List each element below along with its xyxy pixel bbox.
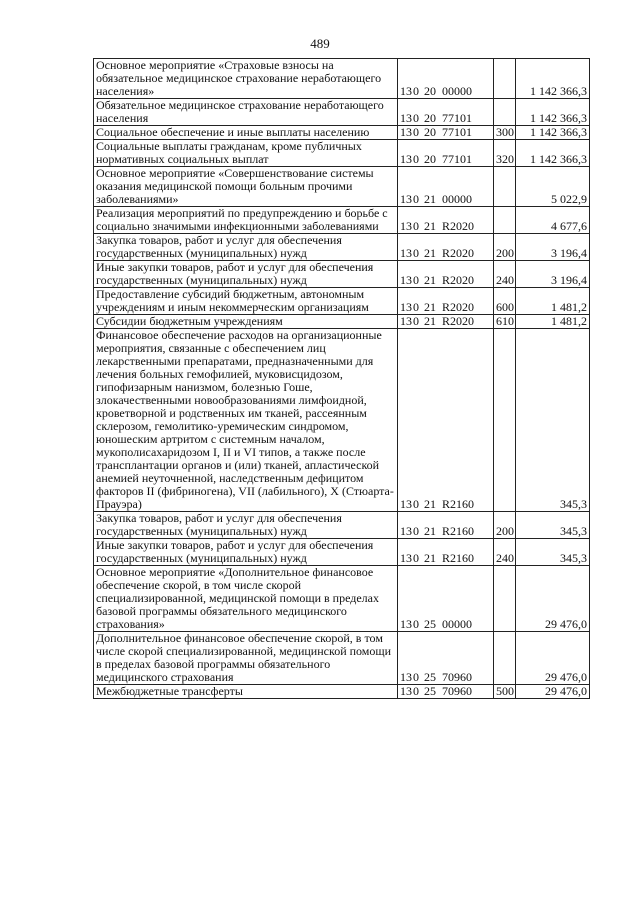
code-segment: R2020 — [442, 300, 475, 314]
row-expense-type: 610 — [494, 315, 516, 329]
row-target-code — [398, 261, 494, 288]
code-segment: 0 — [413, 684, 419, 698]
row-description: Основное мероприятие «Совершенствование системы оказания медицинской помощи больным прочими заболеваниями» — [94, 167, 398, 207]
code-segment: 00000 — [442, 617, 472, 631]
code-segment: R2020 — [442, 314, 475, 328]
row-expense-type: 600 — [494, 288, 516, 315]
table-row — [94, 126, 590, 140]
row-expense-type: 240 — [494, 539, 516, 566]
row-amount: 1 142 366,3 — [516, 59, 590, 99]
row-target-code — [398, 685, 494, 699]
table-row — [94, 59, 590, 99]
row-expense-type — [494, 207, 516, 234]
table-row — [94, 261, 590, 288]
row-amount: 29 476,0 — [516, 566, 590, 632]
code-segment: 13 — [400, 670, 412, 684]
row-amount: 3 196,4 — [516, 261, 590, 288]
row-target-code — [398, 315, 494, 329]
row-expense-type — [494, 59, 516, 99]
code-segment: 13 — [400, 497, 412, 511]
row-description: Межбюджетные трансферты — [94, 685, 398, 699]
code-segment: 13 — [400, 125, 412, 139]
code-segment: 00000 — [442, 84, 472, 98]
table-row — [94, 539, 590, 566]
row-description: Закупка товаров, работ и услуг для обеспечения государственных (муниципальных) нужд — [94, 234, 398, 261]
table-row — [94, 234, 590, 261]
row-description: Финансовое обеспечение расходов на организационные мероприятия, связанные с обеспечением лиц лекарственными препаратами, предназначенными для лечения больных гемофилией, муковисцидозом, гипофизарным нанизмом, болезнью Гоше, злокачественными новообразованиями лимфоидной, кроветворной и родственных им тканей, рассеянным склерозом, гемолитико-уремическим синдромом, юношеским артритом с системным началом, мукополисахаридозом I, II и VI типов, а также после трансплантации органов и (или) тканей, апластической анемией неуточненной, наследственным дефицитом факторов II (фибриногена), VII (лабильного), X (Стюарта-Прауэра) — [94, 329, 398, 512]
code-segment: 21 — [424, 192, 436, 206]
row-description: Предоставление субсидий бюджетным, автономным учреждениям и иным некоммерческим организациям — [94, 288, 398, 315]
code-segment: 13 — [400, 192, 412, 206]
row-target-code — [398, 59, 494, 99]
row-expense-type — [494, 167, 516, 207]
row-description: Иные закупки товаров, работ и услуг для обеспечения государственных (муниципальных) нужд — [94, 261, 398, 288]
row-target-code — [398, 207, 494, 234]
row-expense-type — [494, 329, 516, 512]
code-segment: 0 — [413, 84, 419, 98]
row-amount: 345,3 — [516, 512, 590, 539]
row-target-code — [398, 539, 494, 566]
code-segment: 13 — [400, 273, 412, 287]
row-description: Основное мероприятие «Дополнительное финансовое обеспечение скорой, в том числе скорой специализированной, медицинской помощи в пределах базовой программы обязательного медицинского страхования» — [94, 566, 398, 632]
code-segment: 0 — [413, 524, 419, 538]
row-description: Социальные выплаты гражданам, кроме публичных нормативных социальных выплат — [94, 140, 398, 167]
row-target-code — [398, 566, 494, 632]
table-row — [94, 288, 590, 315]
table-row — [94, 632, 590, 685]
row-amount: 1 142 366,3 — [516, 140, 590, 167]
code-segment: 21 — [424, 219, 436, 233]
code-segment: 0 — [413, 497, 419, 511]
row-target-code — [398, 167, 494, 207]
row-amount: 345,3 — [516, 539, 590, 566]
row-expense-type: 200 — [494, 512, 516, 539]
code-segment: 77101 — [442, 111, 472, 125]
row-amount: 345,3 — [516, 329, 590, 512]
table-row — [94, 329, 590, 512]
row-target-code — [398, 512, 494, 539]
code-segment: 20 — [424, 84, 436, 98]
row-description: Дополнительное финансовое обеспечение скорой, в том числе скорой специализированной, медицинской помощи в пределах базовой программы обязательного медицинского страхования — [94, 632, 398, 685]
row-description: Закупка товаров, работ и услуг для обеспечения государственных (муниципальных) нужд — [94, 512, 398, 539]
code-segment: 0 — [413, 152, 419, 166]
row-description: Субсидии бюджетным учреждениям — [94, 315, 398, 329]
code-segment: 25 — [424, 684, 436, 698]
row-amount: 4 677,6 — [516, 207, 590, 234]
row-description: Основное мероприятие «Страховые взносы на обязательное медицинское страхование неработающего населения» — [94, 59, 398, 99]
code-segment: 0 — [413, 246, 419, 260]
table-row — [94, 167, 590, 207]
code-segment: R2160 — [442, 497, 475, 511]
row-expense-type — [494, 632, 516, 685]
code-segment: 13 — [400, 551, 412, 565]
code-segment: R2020 — [442, 273, 475, 287]
code-segment: 0 — [413, 617, 419, 631]
row-target-code — [398, 234, 494, 261]
row-description: Иные закупки товаров, работ и услуг для обеспечения государственных (муниципальных) нужд — [94, 539, 398, 566]
code-segment: 70960 — [442, 684, 472, 698]
code-segment: 00000 — [442, 192, 472, 206]
code-segment: 20 — [424, 152, 436, 166]
row-expense-type — [494, 566, 516, 632]
row-amount: 5 022,9 — [516, 167, 590, 207]
code-segment: 13 — [400, 84, 412, 98]
code-segment: 70960 — [442, 670, 472, 684]
table-row — [94, 207, 590, 234]
row-expense-type: 500 — [494, 685, 516, 699]
code-segment: 25 — [424, 670, 436, 684]
code-segment: 0 — [413, 314, 419, 328]
code-segment: 21 — [424, 273, 436, 287]
code-segment: 21 — [424, 551, 436, 565]
code-segment: 21 — [424, 314, 436, 328]
page-number: 489 — [310, 36, 330, 51]
code-segment: 21 — [424, 300, 436, 314]
code-segment: 13 — [400, 617, 412, 631]
code-segment: 0 — [413, 670, 419, 684]
code-segment: 0 — [413, 111, 419, 125]
code-segment: 13 — [400, 314, 412, 328]
row-amount: 29 476,0 — [516, 685, 590, 699]
code-segment: 77101 — [442, 125, 472, 139]
table-row — [94, 315, 590, 329]
code-segment: 13 — [400, 219, 412, 233]
table-row — [94, 685, 590, 699]
row-expense-type: 240 — [494, 261, 516, 288]
row-expense-type: 200 — [494, 234, 516, 261]
code-segment: 13 — [400, 152, 412, 166]
row-amount: 29 476,0 — [516, 632, 590, 685]
row-amount: 1 142 366,3 — [516, 126, 590, 140]
row-description: Обязательное медицинское страхование неработающего населения — [94, 99, 398, 126]
code-segment: 21 — [424, 246, 436, 260]
code-segment: 13 — [400, 246, 412, 260]
code-segment: 21 — [424, 524, 436, 538]
code-segment: 0 — [413, 192, 419, 206]
code-segment: 0 — [413, 273, 419, 287]
row-target-code — [398, 99, 494, 126]
code-segment: 20 — [424, 111, 436, 125]
code-segment: 20 — [424, 125, 436, 139]
code-segment: R2160 — [442, 524, 475, 538]
code-segment: 0 — [413, 300, 419, 314]
code-segment: 0 — [413, 219, 419, 233]
row-description: Социальное обеспечение и иные выплаты населению — [94, 126, 398, 140]
row-amount: 3 196,4 — [516, 234, 590, 261]
code-segment: R2020 — [442, 219, 475, 233]
row-amount: 1 481,2 — [516, 315, 590, 329]
code-segment: 13 — [400, 524, 412, 538]
row-expense-type — [494, 99, 516, 126]
code-segment: 0 — [413, 125, 419, 139]
table-row — [94, 566, 590, 632]
row-expense-type: 320 — [494, 140, 516, 167]
row-description: Реализация мероприятий по предупреждению и борьбе с социально значимыми инфекционными заболеваниями — [94, 207, 398, 234]
row-target-code — [398, 126, 494, 140]
code-segment: 25 — [424, 617, 436, 631]
row-expense-type: 300 — [494, 126, 516, 140]
row-amount: 1 481,2 — [516, 288, 590, 315]
code-segment: 13 — [400, 300, 412, 314]
row-amount: 1 142 366,3 — [516, 99, 590, 126]
table-row — [94, 140, 590, 167]
code-segment: R2020 — [442, 246, 475, 260]
code-segment: 13 — [400, 684, 412, 698]
code-segment: 0 — [413, 551, 419, 565]
code-segment: R2160 — [442, 551, 475, 565]
table-row — [94, 99, 590, 126]
table-row — [94, 512, 590, 539]
code-segment: 77101 — [442, 152, 472, 166]
row-target-code — [398, 329, 494, 512]
row-target-code — [398, 288, 494, 315]
row-target-code — [398, 140, 494, 167]
budget-table — [93, 58, 590, 699]
code-segment: 13 — [400, 111, 412, 125]
row-target-code — [398, 632, 494, 685]
code-segment: 21 — [424, 497, 436, 511]
